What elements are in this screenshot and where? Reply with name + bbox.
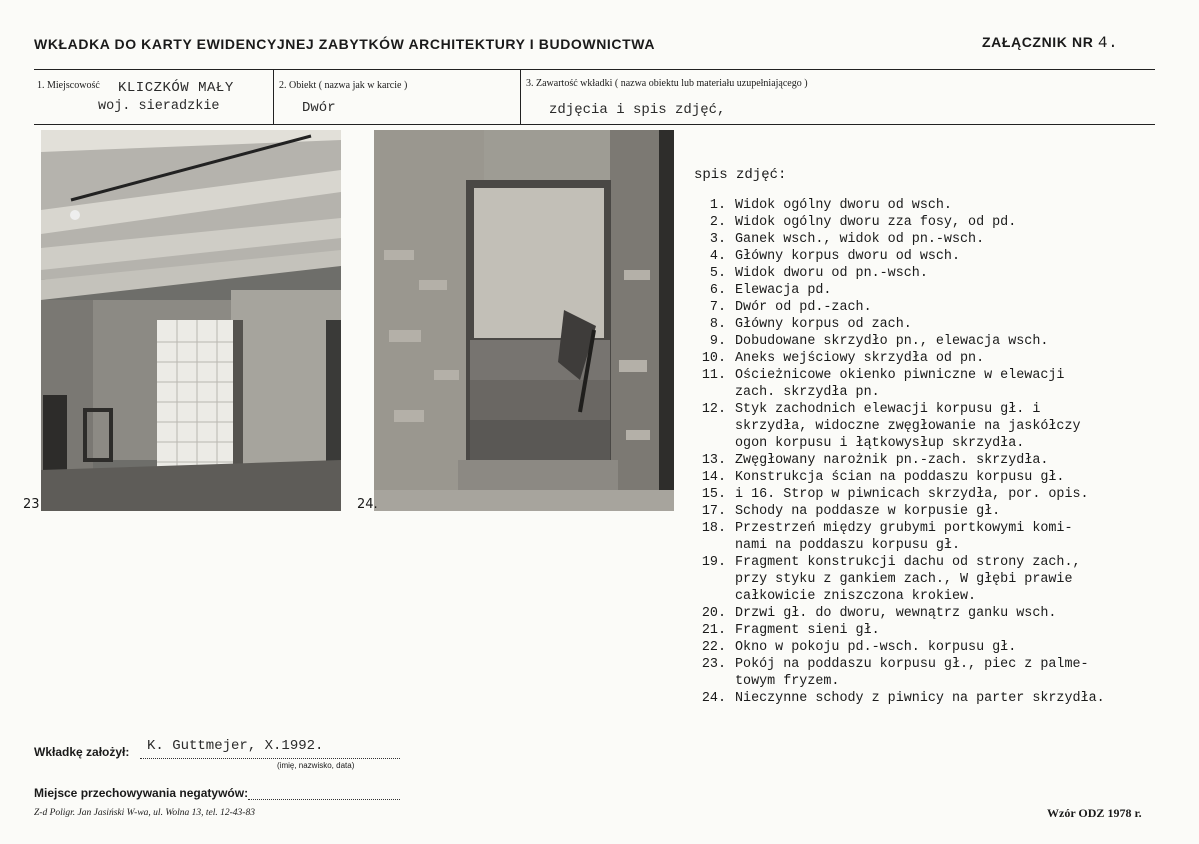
list-item-number <box>685 588 726 605</box>
list-item-text: Ościeżnicowe okienko piwniczne w elewacji <box>735 368 1065 383</box>
column-divider-2 <box>520 69 521 125</box>
list-item <box>685 554 1197 571</box>
photo-number-23: 23 <box>23 497 40 512</box>
list-item <box>685 282 1197 299</box>
list-item-text: Pokój na poddaszu korpusu gł., piec z palme- <box>735 657 1089 672</box>
storage-dotted-line <box>248 799 400 800</box>
list-item-text: towym fryzem. <box>735 674 840 689</box>
list-item-number <box>685 384 726 401</box>
list-item-number: 1. <box>709 198 726 213</box>
list-item <box>685 520 1197 537</box>
list-item-text: przy styku z gankiem zach., W głębi prawie <box>735 572 1073 587</box>
list-item <box>685 469 1197 486</box>
list-item-text: Konstrukcja ścian na poddaszu korpusu gł. <box>735 470 1065 485</box>
list-item <box>685 690 1197 707</box>
list-item-number: 5. <box>709 266 726 281</box>
content-value: zdjęcia i spis zdjęć, <box>549 102 726 118</box>
attachment-number: 4. <box>1097 34 1119 52</box>
list-item <box>685 588 1197 605</box>
list-item-number: 2. <box>709 215 726 230</box>
list-item <box>685 571 1197 588</box>
list-item-number: 8. <box>709 317 726 332</box>
attachment-label: ZAŁĄCZNIK NR <box>982 34 1094 50</box>
list-item-number <box>685 571 726 588</box>
photo-number-24: 24. <box>357 497 378 512</box>
locality-value: KLICZKÓW MAŁY <box>118 80 234 96</box>
list-item-number: 18. <box>701 521 726 536</box>
list-item-text: Schody na poddasze w korpusie gł. <box>735 504 1001 519</box>
list-item-text: Ganek wsch., widok od pn.-wsch. <box>735 232 985 247</box>
list-item <box>685 384 1197 401</box>
list-item <box>685 537 1197 554</box>
printer-info: Z-d Poligr. Jan Jasiński W-wa, ul. Wolna 13, tel. 12-43-83 <box>34 808 255 818</box>
list-item-number <box>685 418 726 435</box>
list-item-text: Widok ogólny dworu od wsch. <box>735 198 952 213</box>
list-item <box>685 418 1197 435</box>
photo-cellar-stairs <box>374 130 674 511</box>
list-item-number: 13. <box>701 453 726 468</box>
founder-value: K. Guttmejer, X.1992. <box>147 738 324 754</box>
list-item-number: 21. <box>701 623 726 638</box>
list-item-number: 15. <box>701 487 726 502</box>
list-item-text: Przestrzeń między grubymi portkowymi komi- <box>735 521 1073 536</box>
list-item-text: Drzwi gł. do dworu, wewnątrz ganku wsch. <box>735 606 1057 621</box>
template-info: Wzór ODZ 1978 r. <box>1047 806 1142 820</box>
list-item-text: Dobudowane skrzydło pn., elewacja wsch. <box>735 334 1049 349</box>
list-item-text: Główny korpus od zach. <box>735 317 912 332</box>
attachment-heading <box>982 34 1118 52</box>
list-item-number: 6. <box>709 283 726 298</box>
photo-list <box>685 167 1197 707</box>
list-item <box>685 452 1197 469</box>
list-item-text: Elewacja pd. <box>735 283 832 298</box>
list-item-text: Aneks wejściowy skrzydła od pn. <box>735 351 985 366</box>
list-item <box>685 214 1197 231</box>
list-item-text: całkowicie zniszczona krokiew. <box>735 589 977 604</box>
list-item <box>685 503 1197 520</box>
list-item <box>685 605 1197 622</box>
form-title: WKŁADKA DO KARTY EWIDENCYJNEJ ZABYTKÓW ARCHITEKTURY I BUDOWNICTWA <box>34 36 656 52</box>
list-item-text: Główny korpus dworu od wsch. <box>735 249 960 264</box>
founder-label: Wkładkę założył: <box>34 745 130 759</box>
list-item <box>685 316 1197 333</box>
list-item-number: 14. <box>701 470 726 485</box>
list-item-text: Widok ogólny dworu zza fosy, od pd. <box>735 215 1017 230</box>
list-item <box>685 435 1197 452</box>
list-item-number: 12. <box>701 402 726 417</box>
list-item-number: 22. <box>701 640 726 655</box>
list-item-text: Widok dworu od pn.-wsch. <box>735 266 928 281</box>
photo-list-title: spis zdjęć: <box>694 167 787 183</box>
list-item-number: 11. <box>701 368 726 383</box>
object-label: 2. Obiekt ( nazwa jak w karcie ) <box>279 80 408 91</box>
list-item-text: skrzydła, widoczne zwęgłowanie na jaskółczy <box>735 419 1081 434</box>
list-item <box>685 656 1197 673</box>
list-item-number: 10. <box>701 351 726 366</box>
content-label: 3. Zawartość wkładki ( nazwa obiektu lub materiału uzupełniającego ) <box>526 78 808 89</box>
list-item-number <box>685 673 726 690</box>
list-item-text: nami na poddaszu korpusu gł. <box>735 538 960 553</box>
list-item <box>685 197 1197 214</box>
list-item <box>685 265 1197 282</box>
list-item <box>685 639 1197 656</box>
founder-dotted-line <box>140 758 400 759</box>
list-item-number <box>685 435 726 452</box>
list-item-number <box>685 537 726 554</box>
list-item-text: Styk zachodnich elewacji korpusu gł. i <box>735 402 1041 417</box>
list-item-text: Dwór od pd.-zach. <box>735 300 872 315</box>
table-top-rule <box>34 69 1155 70</box>
list-item-text: zach. skrzydła pn. <box>735 385 880 400</box>
list-item <box>685 673 1197 690</box>
list-item-text: Fragment sieni gł. <box>735 623 880 638</box>
attic-room-image <box>41 130 341 511</box>
list-item-number: 24. <box>701 691 726 706</box>
list-item-number: 3. <box>709 232 726 247</box>
object-value: Dwór <box>302 100 336 116</box>
list-item-text: Zwęgłowany narożnik pn.-zach. skrzydła. <box>735 453 1049 468</box>
list-item <box>685 486 1197 503</box>
list-item <box>685 622 1197 639</box>
locality-label: 1. Miejscowość <box>37 80 100 91</box>
list-item <box>685 401 1197 418</box>
list-item-number: 7. <box>709 300 726 315</box>
list-item-number: 4. <box>709 249 726 264</box>
list-item-text: Okno w pokoju pd.-wsch. korpusu gł. <box>735 640 1017 655</box>
list-item-text: Fragment konstrukcji dachu od strony zach., <box>735 555 1081 570</box>
list-item <box>685 231 1197 248</box>
list-item <box>685 333 1197 350</box>
list-item-number: 23. <box>701 657 726 672</box>
list-item-number: 17. <box>701 504 726 519</box>
list-item <box>685 248 1197 265</box>
list-item <box>685 350 1197 367</box>
list-item-text: ogon korpusu i łątkowysłup skrzydła. <box>735 436 1025 451</box>
storage-label: Miejsce przechowywania negatywów: <box>34 786 249 800</box>
voivodeship-value: woj. sieradzkie <box>98 99 220 114</box>
founder-hint: (imię, nazwisko, data) <box>277 761 355 770</box>
list-item <box>685 367 1197 384</box>
photo-attic-room <box>41 130 341 511</box>
list-item-number: 19. <box>701 555 726 570</box>
cellar-stairs-image <box>374 130 674 511</box>
photo-list-items <box>685 197 1197 707</box>
column-divider-1 <box>273 69 274 125</box>
list-item-number: 20. <box>701 606 726 621</box>
list-item-text: Nieczynne schody z piwnicy na parter skrzydła. <box>735 691 1105 706</box>
list-item <box>685 299 1197 316</box>
list-item-text: i 16. Strop w piwnicach skrzydła, por. opis. <box>735 487 1089 502</box>
list-item-number: 9. <box>709 334 726 349</box>
table-bottom-rule <box>34 124 1155 125</box>
